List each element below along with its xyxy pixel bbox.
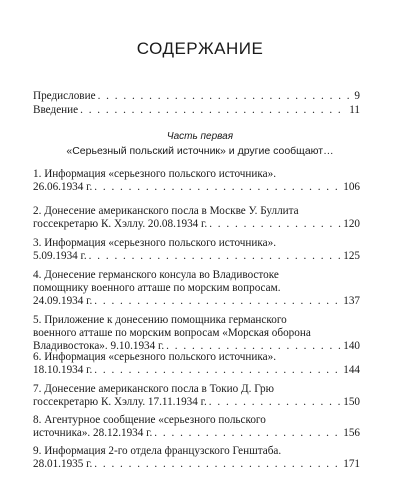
toc-page-number: 120: [343, 218, 360, 230]
toc-entry-last-line: [33, 458, 360, 471]
toc-entry-last-line: [33, 427, 360, 440]
dot-leader: [94, 181, 341, 194]
dot-leader: [94, 295, 341, 308]
toc-entry-date: 18.10.1934 г.: [33, 364, 93, 376]
toc-page-number: 137: [343, 295, 360, 307]
dot-leader: [154, 427, 341, 440]
dot-leader: [89, 250, 342, 263]
toc-page-number: 150: [343, 396, 360, 408]
toc-entry-label: Предисловие: [33, 90, 96, 102]
toc-entry[interactable]: [33, 168, 360, 194]
toc-entry-preface[interactable]: [33, 90, 360, 103]
toc-entry-introduction[interactable]: [33, 104, 360, 117]
toc-page-number: 140: [343, 340, 360, 352]
toc-entry[interactable]: [33, 414, 360, 440]
toc-entry[interactable]: [33, 314, 360, 353]
toc-entry-last-line: [33, 396, 360, 409]
toc-entry[interactable]: [33, 269, 360, 308]
dot-leader: [209, 396, 341, 409]
toc-entry-label: Введение: [33, 104, 79, 116]
toc-entry-line: 3. Информация «серьезного польского источника».: [33, 237, 277, 249]
toc-entry-date: госсекретарю К. Хэллу. 20.08.1934 г.: [33, 218, 208, 230]
toc-entry-date: 26.06.1934 г.: [33, 181, 93, 193]
toc-entry[interactable]: [33, 205, 360, 231]
toc-page-number: 156: [343, 427, 360, 439]
toc-entry-date: 5.09.1934 г.: [33, 250, 87, 262]
toc-page-number: 125: [343, 250, 360, 262]
toc-entry-line: 9. Информация 2-го отдела французского Генштаба.: [33, 445, 282, 457]
toc-entry[interactable]: [33, 237, 360, 263]
toc-entry-line: 6. Информация «серьезного польского источника».: [33, 351, 277, 363]
toc-page-number: 11: [349, 104, 360, 116]
toc-entry[interactable]: [33, 351, 360, 377]
toc-entry-line: 1. Информация «серьезного польского источника».: [33, 168, 277, 180]
dot-leader: [94, 458, 341, 471]
dot-leader: [94, 364, 341, 377]
dot-leader: [80, 104, 347, 117]
dot-leader: [98, 90, 353, 103]
toc-page-number: 106: [343, 181, 360, 193]
toc-entry-line: 7. Донесение американского посла в Токио Д. Грю: [33, 383, 274, 395]
toc-entry-date: 24.09.1934 г.: [33, 295, 93, 307]
part-label: Часть первая: [166, 131, 234, 142]
page-title: СОДЕРЖАНИЕ: [136, 39, 264, 58]
toc-entry-last-line: [33, 250, 360, 263]
toc-entry-line: 8. Агентурное сообщение «серьезного польского: [33, 414, 266, 426]
toc-entry-line: 5. Приложение к донесению помощника германского: [33, 314, 287, 326]
part-title: «Серьезный польский источник» и другие сообщают…: [66, 145, 334, 157]
toc-entry[interactable]: [33, 383, 360, 409]
toc-entry-last-line: [33, 364, 360, 377]
toc-entry[interactable]: [33, 445, 360, 471]
toc-entry-date: Владивостока». 9.10.1934 г.: [33, 340, 165, 352]
toc-entry-line: помощнику военного атташе по морским вопросам.: [33, 282, 281, 294]
toc-entry-line: военного атташе по морским вопросам «Морская оборона: [33, 327, 311, 339]
toc-entry-last-line: [33, 295, 360, 308]
toc-page-number: 144: [343, 364, 360, 376]
toc-entry-line: 4. Донесение германского консула во Владивостоке: [33, 269, 279, 281]
toc-page-number: 9: [354, 90, 360, 102]
toc-entry-date: госсекретарю К. Хэллу. 17.11.1934 г.: [33, 396, 207, 408]
toc-entry-last-line: [33, 218, 360, 231]
toc-entry-date: 28.01.1935 г.: [33, 458, 93, 470]
dot-leader: [209, 218, 341, 231]
toc-entry-last-line: [33, 181, 360, 194]
toc-page-number: 171: [343, 458, 360, 470]
toc-entry-date: источника». 28.12.1934 г.: [33, 427, 153, 439]
toc-entry-line: 2. Донесение американского посла в Москве У. Буллита: [33, 205, 299, 217]
